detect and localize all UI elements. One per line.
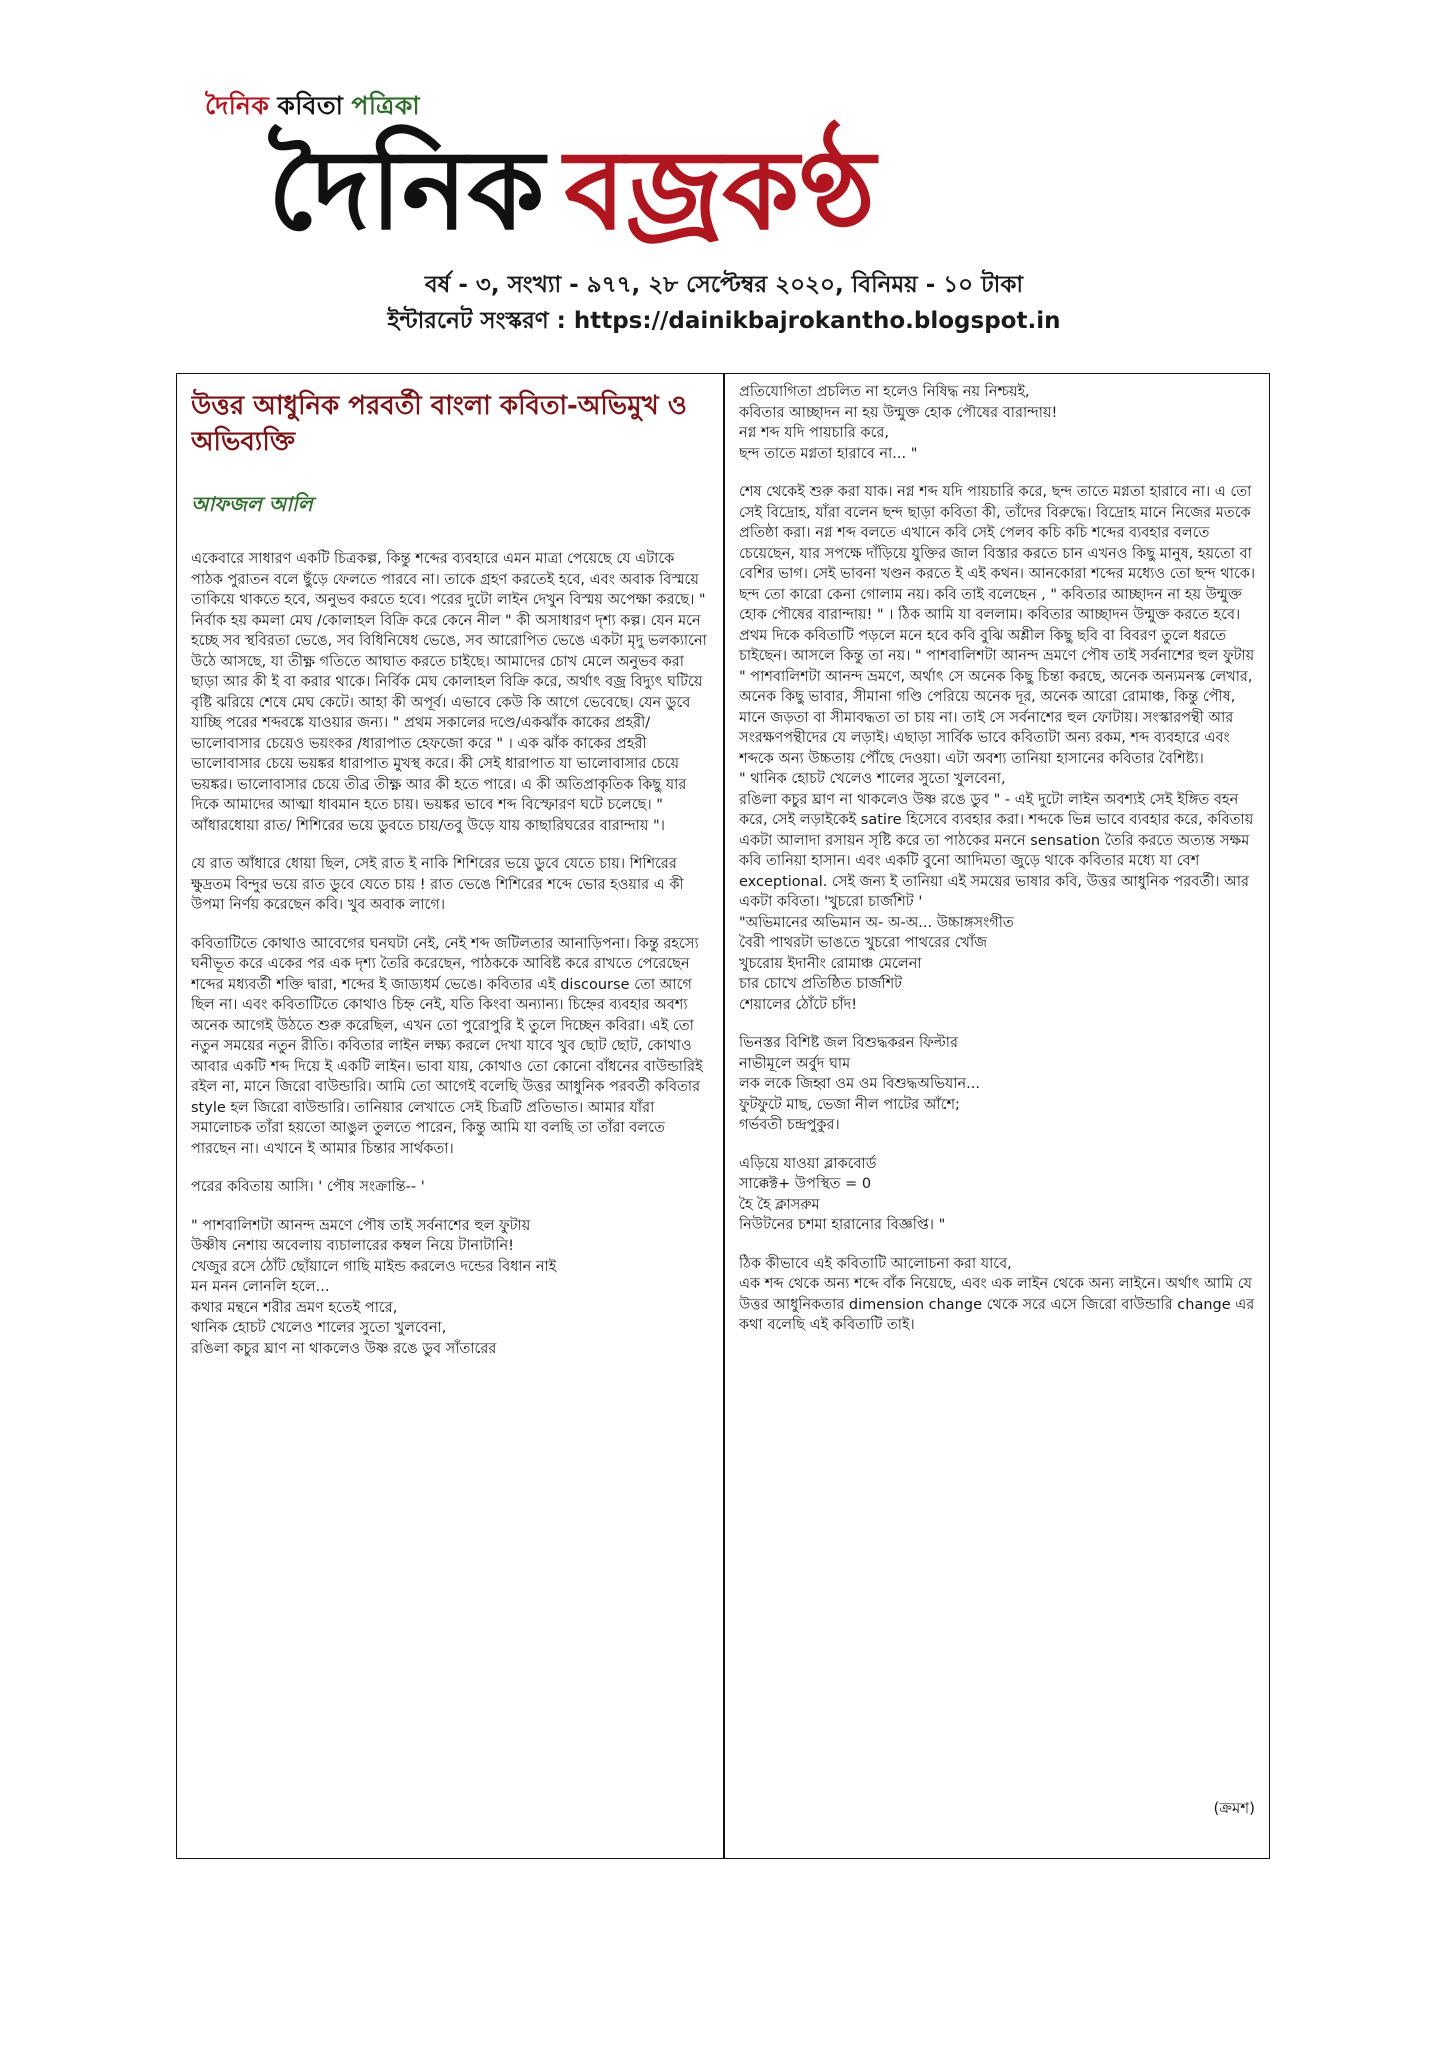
article-title: উত্তর আধুনিক পরবর্তী বাংলা কবিতা-অভিমুখ ও অভিব্যক্তি [191,391,687,457]
continued-label: (ক্রমশ) [1213,1799,1255,1817]
masthead-word-1: দৈনিক [268,125,545,254]
poem-excerpt: ভিনস্তর বিশিষ্ট জল বিশুদ্ধকরন ফিল্টার নাভীমূলে অর্বুদ ঘাম লক লকে জিহ্বা ওম ওম বিশুদ্ধঅভিযান... ফুটফুটে মাছ, ভেজা নীল পাটের আঁশে; গর্ভবতী চন্দ্রপুকুর। [739,1035,980,1133]
tagline-word-2: কবিতা [277,91,344,120]
masthead-word-2: বজ্রকণ্ঠ [564,125,876,254]
article-author: আফজল আলি [191,492,313,516]
poem-excerpt: " পাশবালিশটা আনন্দ ভ্রমণে পৌষ তাই সর্বনাশের হুল ফুটায় উষ্ণীষ নেশায় অবেলায় ব্যচালারের কম্বল নিয়ে টানাটানি! খেজুর রসে ঠোঁট ছোঁয়ালে গাছি মাইন্ড করলেও দন্ডের বিধান নাই মন মনন লোনলি হলে... কথার মন্থনে শরীর ভ্রমণ হতেই পারে, থানিক হোচট খেলেও শালের সুতো খুলবেনা, রঙিলা কচুর ঘ্রাণ না থাকলেও উষ্ণ রঙে ডুব সাঁতারের [191,1217,557,1357]
paragraph: পরের কবিতায় আসি। ' পৌষ সংক্রান্তি-- ' [191,1179,425,1195]
paragraph: ঠিক কীভাবে এই কবিতাটি আলোচনা করা যাবে, এক শব্দ থেকে অন্য শব্দে বাঁক নিয়েছে, এবং এক লাইন থেকে অন্য লাইনে। অর্থাৎ আমি যে উত্তর আধুনিকতার dimension change থেকে সরে এসে জিরো বাউন্ডারি change এর কথা বলেছি এই কবিতাটি তাই। [739,1255,1255,1333]
article-column-right [739,382,1257,1852]
web-edition-line: ইন্টারনেট সংস্করণ : https://dainikbajrokantho.blogspot.in [387,308,1061,334]
paragraph: কবিতাটিতে কোথাও আবেগের ঘনঘটা নেই, নেই শব্দ জটিলতার আনাড়িপনা। কিন্তু রহস্যে ঘনীভূত করে একের পর এক দৃশ্য তৈরি করেছেন, পাঠককে আবিষ্ট করে রাখতে পেরেছেন শব্দের মধ্যবর্তী শক্তি দ্বারা, শব্দের ই জাড্যধর্ম ভেঙে। কবিতার এই discourse তো আগে ছিল না। এবং কবিতাটিতে কোথাও চিহ্ন নেই, যতি কিংবা অন্যান্য। চিহ্নের ব্যবহার অবশ্য অনেক আগেই উঠতে শুরু করেছিল, এখন তো পুরোপুরি ই তুলে দিচ্ছেন কবিরা। এই তো নতুন সময়ের নতুন রীতি। কবিতার লাইন লক্ষ্য করলে দেখা যাবে খুব ছোট ছোট, কোথাও আবার একটি শব্দ দিয়ে ই একটি লাইন। ভাবা যায়, কোথাও তো কোনো বাঁধনের বাউন্ডারিই রইল না, মানে জিরো বাউন্ডারি। আমি তো আগেই বলেছি উত্তর আধুনিক পরবর্তী কবিতার style হল জিরো বাউন্ডারি। তানিয়ার লেখাতে সেই চিত্রটি প্রতিভাত। আমার যাঁরা সমালোচক তাঁরা হয়তো আঙুল তুলতে পারেন, কিন্তু আমি যা বলছি তা তাঁরা বলতে পারছেন না। এখানে ই আমার চিন্তার সার্থকতা। [191,935,703,1157]
column-divider [723,374,725,1858]
paragraph: শেষ থেকেই শুরু করা যাক। নগ্ন শব্দ যদি পায়চারি করে, ছন্দ তাতে মগ্নতা হারাবে না। এ তো সেই বিদ্রোহ, যাঁরা বলেন ছন্দ ছাড়া কবিতা কী, তাঁদের বিরুদ্ধে। বিদ্রোহ মানে নিজের মতকে প্রতিষ্ঠা করা। নগ্ন শব্দ বলতে এখানে কবি সেই পেলব কচি কচি শব্দের ব্যবহার বলতে চেয়েছেন, যার সপক্ষে দাঁড়িয়ে যুক্তির জাল বিস্তার করতে চান এখনও কিছু মানুষ, হয়তো বা বেশির ভাগ। সেই ভাবনা খণ্ডন করতে ই এই কথন। আনকোরা শব্দের মধ্যেও তো ছন্দ থাকে। ছন্দ তো কারো কেনা গোলাম নয়। কবি তাই বলেছেন , " কবিতার আচ্ছাদন না হয় উন্মুক্ত হোক পৌষের বারান্দায়! " । ঠিক আমি যা বললাম। কবিতার আচ্ছাদন উন্মুক্ত করতে হবে। প্রথম দিকে কবিতাটি পড়লে মনে হবে কবি বুঝি অশ্লীল কিছু ছবি বা বিবরণ তুলে ধরতে চাইছেন। আসলে কিন্তু তা নয়। " পাশবালিশটা আনন্দ ভ্রমণে পৌষ তাই সর্বনাশের হুল ফুটায় " পাশবালিশটা আনন্দ ভ্রমণে, অর্থাৎ সে অনেক কিছু চিন্তা করছে, অনেক অন্যমনস্ক লেখার, অনেক কিছু ভাবার, সীমানা গণ্ডি পেরিয়ে অনেক দূর, অনেক আরো রোমাঞ্চ, কিন্তু পৌষ, মানে জড়তা বা সীমাবদ্ধতা তা চায় না। তাই সে সর্বনাশের হুল ফোটায়। সংস্কারপন্থী আর সংরক্ষণপন্থীদের যে লড়াই। এছাড়া সার্বিক ভাবে কবিতাটা অন্য রকম, শব্দ ব্যবহারে এবং শব্দকে অন্য উচ্চতায় পৌঁছে দেওয়া। এটা অবশ্য তানিয়া হাসানের কবিতার বৈশিষ্ট্য। " থানিক হোচট খেলেও শালের সুতো খুলবেনা, রঙিলা কচুর ঘ্রাণ না থাকলেও উষ্ণ রঙে ডুব " - এই দুটো লাইন অবশ্যই সেই ইঙ্গিত বহন করে, সেই লড়াইকেই satire হিসেবে ব্যবহার করা। শব্দকে ভিন্ন ভাবে ব্যবহার করে, কবিতায় একটা আলাদা রসায়ন সৃষ্টি করে তা পাঠকের মননে sensation তৈরি করতে অত্যন্ত সক্ষম কবি তানিয়া হাসান। এবং একটি বুনো আদিমতা জুড়ে থাকে কবিতার মধ্যে যা বেশ exceptional. সেই জন্য ই তানিয়া এই সময়ের ভাষার কবি, উত্তর আধুনিক পরবর্তী। আর একটা কবিতা। 'খুচরো চার্জশিট ' "অভিমানের অভিমান অ- অ-অ... উচ্চাঙ্গসংগীত বৈরী পাথরটা ভাঙতে খুচরো পাথরের খোঁজ খুচরোয় ইদানীং রোমাঞ্চ মেলেনা চার চোখে প্রতিষ্ঠিত চার্জশিট শেয়ালের ঠোঁটে চাঁদ! [739,484,1256,1013]
paragraph: একেবারে সাধারণ একটি চিত্রকল্প, কিন্তু শব্দের ব্যবহারে এমন মাত্রা পেয়েছে যে এটাকে পাঠক পুরাতন বলে ছুঁড়ে ফেলতে পারবে না। তাকে গ্রহণ করতেই হবে, এবং অবাক বিস্ময়ে তাকিয়ে থাকতে হবে, অনুভব করতে হবে। পরের দুটো লাইন দেখুন বিস্ময় অপেক্ষা করছে। " নির্বাক হয় কমলা মেঘ /কোলাহল বিক্রি করে কেনে নীল " কী অসাধারণ দৃশ্য কল্প। যেন মনে হচ্ছে সব স্থবিরতা ভেঙে, সব বিধিনিষেধ ভেঙে, সব আরোপিত ভেঙে একটা মৃদু ভলক্যানো উঠে আসছে, যা তীক্ষ্ণ গতিতে আঘাত করতে চাইছে। আমাদের চোখ মেলে অনুভব করা ছাড়া আর কী ই বা করার থাকে। নির্বিক মেঘ কোলাহল বিক্রি করে, অর্থাৎ বজ্র বিদ্যুৎ ঘটিয়ে বৃষ্টি ঝরিয়ে শেষে মেঘ কেটে। আহা কী অপূর্ব। এভাবে কেউ কি আগে ভেবেছে। যেন ডুবে যাচ্ছি পরের শব্দবঙ্কে যাওয়ার জন্য। " প্রথম সকালের দণ্ডে/একঝাঁক কাকের প্রহরী/ ভালোবাসার চেয়েও ভয়ংকর /ধারাপাত হেফজো করে " । এক ঝাঁক কাকের প্রহরী ভালোবাসার চেয়ে ভয়ঙ্কর ধারাপাত মুখস্থ করে। কী সেই ধারাপাত যা ভালোবাসার চেয়ে ভয়ঙ্কর। ভালোবাসার চেয়ে তীব্র তীক্ষ্ণ আর কী হতে পারে। এ কী অতিপ্রাকৃতিক কিছু যার দিকে আমাদের আত্মা ধাবমান হতে চায়। ভয়ঙ্কর ভাবে শব্দ বিস্ফোরণ ঘটে চলেছে। " আঁধারধোয়া রাত/ শিশিরের ভয়ে ডুবতে চায়/তবু উড়ে যায় কাছারিঘরের বারান্দায় "। [191,551,707,834]
tagline-word-1: দৈনিক [205,91,270,120]
masthead-logo [268,120,875,260]
tagline-word-3: পত্রিকা [351,91,421,120]
article-column-left [191,388,709,1848]
issue-line: বর্ষ - ৩, সংখ্যা - ৯৭৭, ২৮ সেপ্টেম্বর ২০২০, বিনিময় - ১০ টাকা [424,272,1024,298]
poem-excerpt: প্রতিযোগিতা প্রচলিত না হলেও নিষিদ্ধ নয় নিশ্চয়ই, কবিতার আচ্ছাদন না হয় উন্মুক্ত হোক পৌষের বারান্দায়! নগ্ন শব্দ যদি পায়চারি করে, ছন্দ তাতে মগ্নতা হারাবে না... " [739,384,1058,462]
article-box [176,373,1270,1859]
poem-excerpt: এড়িয়ে যাওয়া ব্লাকবোর্ড সাক্কেক্ট+ উপস্থিত = 0 হৈ হৈ ক্লাসরুম নিউটনের চশমা হারানোর বিজ্ঞপ্তি। " [739,1155,946,1233]
paragraph: যে রাত আঁধারে ধোয়া ছিল, সেই রাত ই নাকি শিশিরের ভয়ে ডুবে যেতে চায়। শিশিরের ক্ষুদ্রতম বিন্দুর ভয়ে রাত ডুবে যেতে চায় ! রাত ভেঙে শিশিরের শব্দে ভোর হওয়ার এ কী উপমা নির্ণয় করেছেন কবি। খুব অবাক লাগে। [191,856,684,913]
